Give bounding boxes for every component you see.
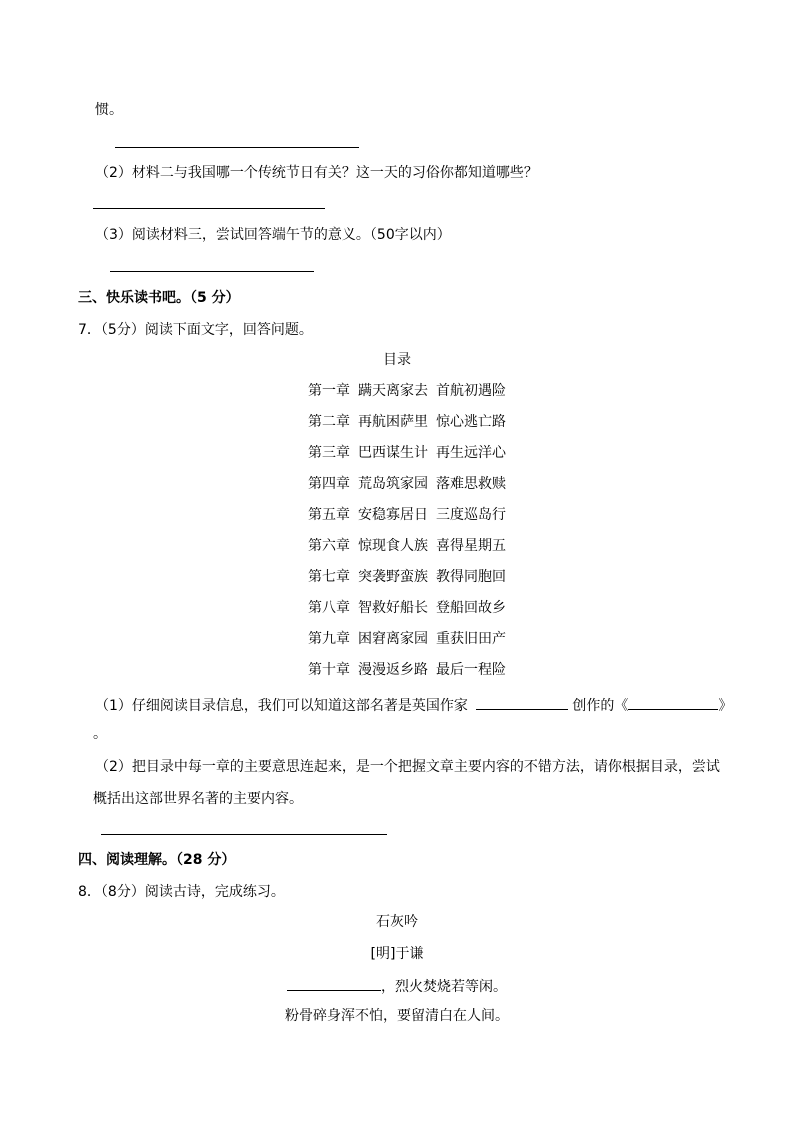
question-intro: 8．（8分）阅读古诗，完成练习。: [78, 884, 285, 900]
toc-chapter: 第九章: [308, 631, 350, 647]
question-text: [95, 695, 732, 715]
toc-part: 困窘离家园: [358, 631, 428, 647]
text-fragment: 惯。: [95, 102, 123, 118]
question-text: 。: [93, 726, 107, 742]
toc-part: 重获旧田产: [436, 631, 506, 647]
poem-line: 粉骨碎身浑不怕，要留清白在人间。: [285, 1008, 509, 1024]
question-text: （2）材料二与我国哪一个传统节日有关？这一天的习俗你都知道哪些？: [95, 165, 538, 181]
toc-chapter: 第八章: [308, 600, 350, 616]
toc-part: 安稳寡居日: [358, 507, 428, 523]
poem-title: 石灰吟: [376, 914, 418, 930]
poem-line: [0, 976, 794, 996]
toc-part: 再生远洋心: [436, 445, 506, 461]
toc-part: 喜得星期五: [436, 538, 506, 554]
question-text: （1）仔细阅读目录信息，我们可以知道这部名著是英国作家: [95, 698, 468, 714]
toc-part: 智救好船长: [358, 600, 428, 616]
toc-entry: [308, 475, 506, 493]
section-heading: 四、阅读理解。（28 分）: [78, 852, 236, 868]
toc-part: 登船回故乡: [436, 600, 506, 616]
answer-line[interactable]: [101, 834, 387, 835]
toc-part: 最后一程险: [436, 662, 506, 678]
toc-chapter: 第二章: [308, 414, 350, 430]
toc-part: 教得同胞回: [436, 569, 506, 585]
toc-entry: [308, 599, 506, 617]
toc-chapter: 第七章: [308, 569, 350, 585]
toc-chapter: 第十章: [308, 662, 350, 678]
toc-entry: [308, 506, 506, 524]
toc-entry: [308, 382, 506, 400]
toc-title: 目录: [383, 352, 411, 368]
poem-author: [明]于谦: [370, 946, 424, 962]
blank-poem-line[interactable]: [287, 976, 381, 991]
toc-chapter: 第三章: [308, 445, 350, 461]
blank-author[interactable]: [476, 695, 568, 710]
toc-part: 惊现食人族: [358, 538, 428, 554]
answer-line[interactable]: [93, 208, 325, 209]
poem-text: ，烈火焚烧若等闲。: [381, 979, 507, 995]
toc-entry: [308, 444, 506, 462]
question-text: （3）阅读材料三，尝试回答端午节的意义。（50字以内）: [95, 227, 451, 243]
toc-part: 荒岛筑家园: [358, 476, 428, 492]
toc-part: 三度巡岛行: [436, 507, 506, 523]
question-text: 创作的《: [572, 698, 629, 714]
toc-part: 突袭野蛮族: [358, 569, 428, 585]
toc-part: 巴西谋生计: [358, 445, 428, 461]
answer-line[interactable]: [115, 147, 359, 148]
question-text: （2）把目录中每一章的主要意思连起来，是一个把握文章主要内容的不错方法，请你根据目录，尝试: [95, 759, 720, 775]
toc-part: 落难思救赎: [436, 476, 506, 492]
toc-part: 蹒天离家去: [358, 383, 428, 399]
answer-line[interactable]: [110, 271, 314, 272]
question-intro: 7．（5分）阅读下面文字，回答问题。: [78, 322, 313, 338]
toc-part: 首航初遇险: [436, 383, 506, 399]
toc-part: 惊心逃亡路: [436, 414, 506, 430]
toc-entry: [308, 537, 506, 555]
question-text: 》: [718, 698, 733, 714]
toc-chapter: 第五章: [308, 507, 350, 523]
toc-entry: [308, 630, 506, 648]
toc-entry: [308, 661, 506, 679]
question-text: 概括出这部世界名著的主要内容。: [93, 791, 303, 807]
blank-title[interactable]: [628, 695, 718, 710]
toc-chapter: 第四章: [308, 476, 350, 492]
toc-chapter: 第六章: [308, 538, 350, 554]
section-heading: 三、快乐读书吧。（5 分）: [78, 290, 240, 306]
toc-part: 再航困萨里: [358, 414, 428, 430]
toc-entry: [308, 568, 506, 586]
toc-chapter: 第一章: [308, 383, 350, 399]
toc-part: 漫漫返乡路: [358, 662, 428, 678]
toc-entry: [308, 413, 506, 431]
